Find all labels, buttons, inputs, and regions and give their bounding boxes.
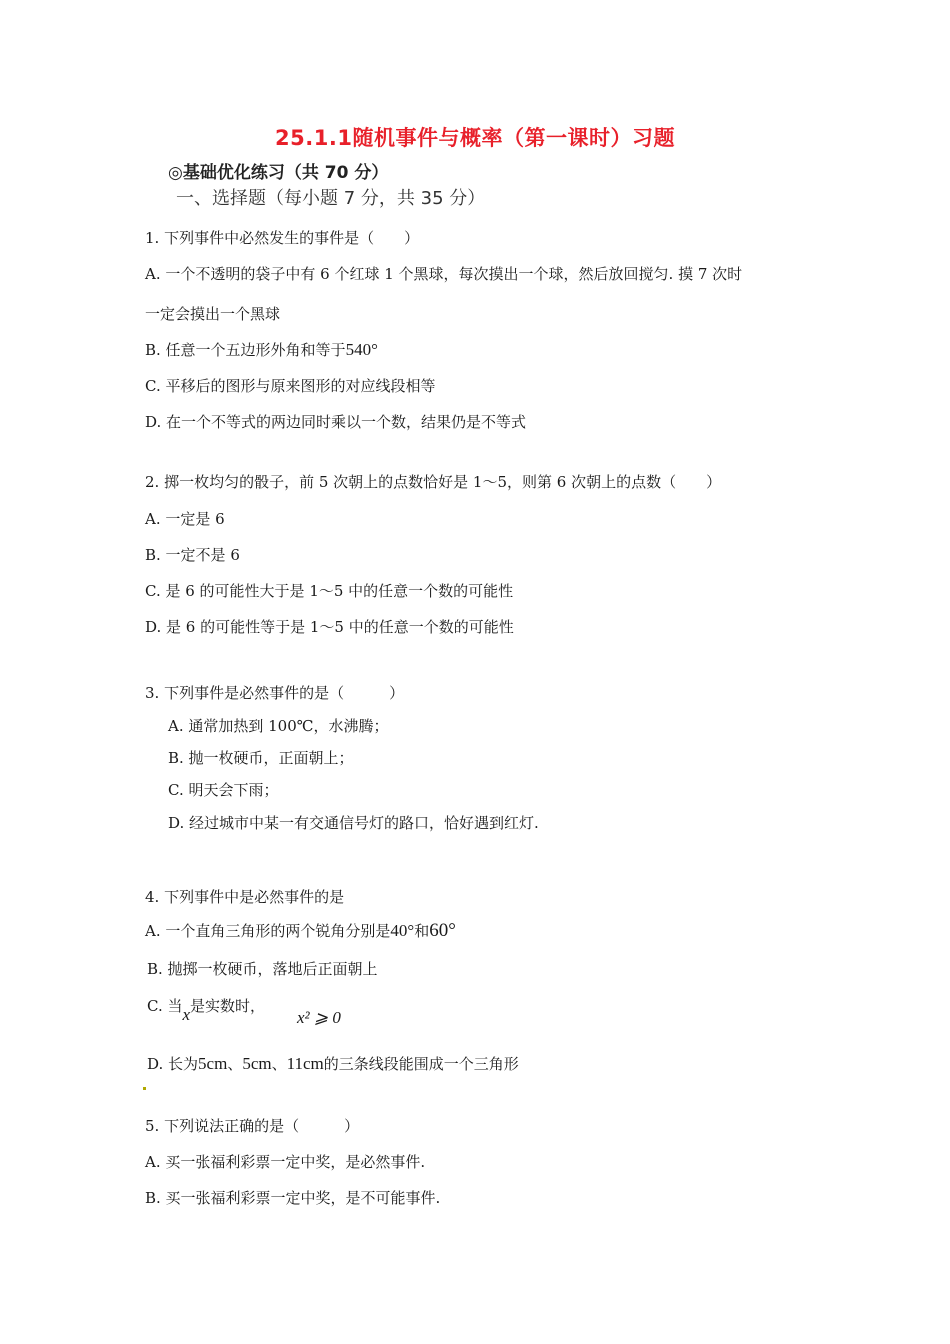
q1-option-a-cont: 一定会摸出一个黑球 [145, 305, 281, 323]
section-heading: ◎基础优化练习（共 70 分） [168, 163, 389, 183]
stray-mark [143, 1087, 146, 1090]
q4-option-d-math2: 5cm [242, 1054, 272, 1073]
q5-stem: 5. 下列说法正确的是（ ） [145, 1117, 360, 1135]
q2-option-d: D. 是 6 的可能性等于是 1～5 中的任意一个数的可能性 [145, 618, 514, 636]
q4-option-a-text: A. 一个直角三角形的两个锐角分别是 [145, 922, 391, 940]
q3-option-c: C. 明天会下雨； [168, 781, 279, 799]
q4-option-d [147, 1054, 519, 1074]
q3-option-b: B. 抛一枚硬币，正面朝上； [168, 749, 354, 767]
q4-option-d-sep2: 、 [271, 1055, 287, 1073]
q4-stem: 4. 下列事件中是必然事件的是 [145, 888, 345, 906]
q4-option-c-var: x [182, 1005, 191, 1024]
q4-option-a-math1: 40° [390, 921, 415, 940]
document-title: 25.1.1随机事件与概率（第一课时）习题 [275, 126, 675, 150]
q4-option-d-math3: 11cm [286, 1054, 324, 1073]
q4-option-c-post: 是实数时， [190, 997, 266, 1015]
q5-option-a: A. 买一张福利彩票一定中奖，是必然事件. [145, 1153, 426, 1171]
q4-option-d-math1: 5cm [198, 1054, 228, 1073]
q1-option-b-text: B. 任意一个五边形外角和等于 [145, 341, 346, 359]
q4-option-c-pre: C. 当 [147, 997, 183, 1015]
q3-option-d: D. 经过城市中某一有交通信号灯的路口，恰好遇到红灯. [168, 814, 539, 832]
q1-option-d: D. 在一个不等式的两边同时乘以一个数，结果仍是不等式 [145, 413, 527, 431]
q5-option-b: B. 买一张福利彩票一定中奖，是不可能事件. [145, 1189, 441, 1207]
q1-option-b-math: 540° [345, 340, 378, 359]
q2-option-c: C. 是 6 的可能性大于是 1～5 中的任意一个数的可能性 [145, 582, 514, 600]
q1-stem: 1. 下列事件中必然发生的事件是（ ） [145, 229, 420, 247]
q4-option-d-sep1: 、 [227, 1055, 243, 1073]
q4-option-a-math2: 60° [429, 920, 456, 941]
q2-option-b: B. 一定不是 6 [145, 546, 240, 564]
q2-option-a: A. 一定是 6 [145, 510, 225, 528]
q1-option-c: C. 平移后的图形与原来图形的对应线段相等 [145, 377, 436, 395]
q4-option-c [147, 996, 266, 1024]
q1-option-a: A. 一个不透明的袋子中有 6 个红球 1 个黑球，每次摸出一个球，然后放回搅匀. 摸 7 次时 [145, 265, 743, 283]
q4-option-a [145, 921, 456, 941]
q4-option-d-post: 的三条线段能围成一个三角形 [323, 1055, 519, 1073]
q2-stem: 2. 掷一枚均匀的骰子，前 5 次朝上的点数恰好是 1～5，则第 6 次朝上的点数（ ） [145, 473, 722, 491]
q3-option-a: A. 通常加热到 100℃，水沸腾； [168, 717, 389, 735]
q4-option-d-pre: D. 长为 [147, 1055, 199, 1073]
q1-option-b [145, 340, 378, 360]
subsection-heading: 一、选择题（每小题 7 分，共 35 分） [176, 188, 486, 209]
q3-stem: 3. 下列事件是必然事件的是（ ） [145, 684, 405, 702]
q4-option-b: B. 抛掷一枚硬币，落地后正面朝上 [147, 960, 378, 978]
q4-option-c-expr: x² ⩾ 0 [297, 1008, 341, 1027]
q4-option-a-and: 和 [414, 922, 430, 940]
